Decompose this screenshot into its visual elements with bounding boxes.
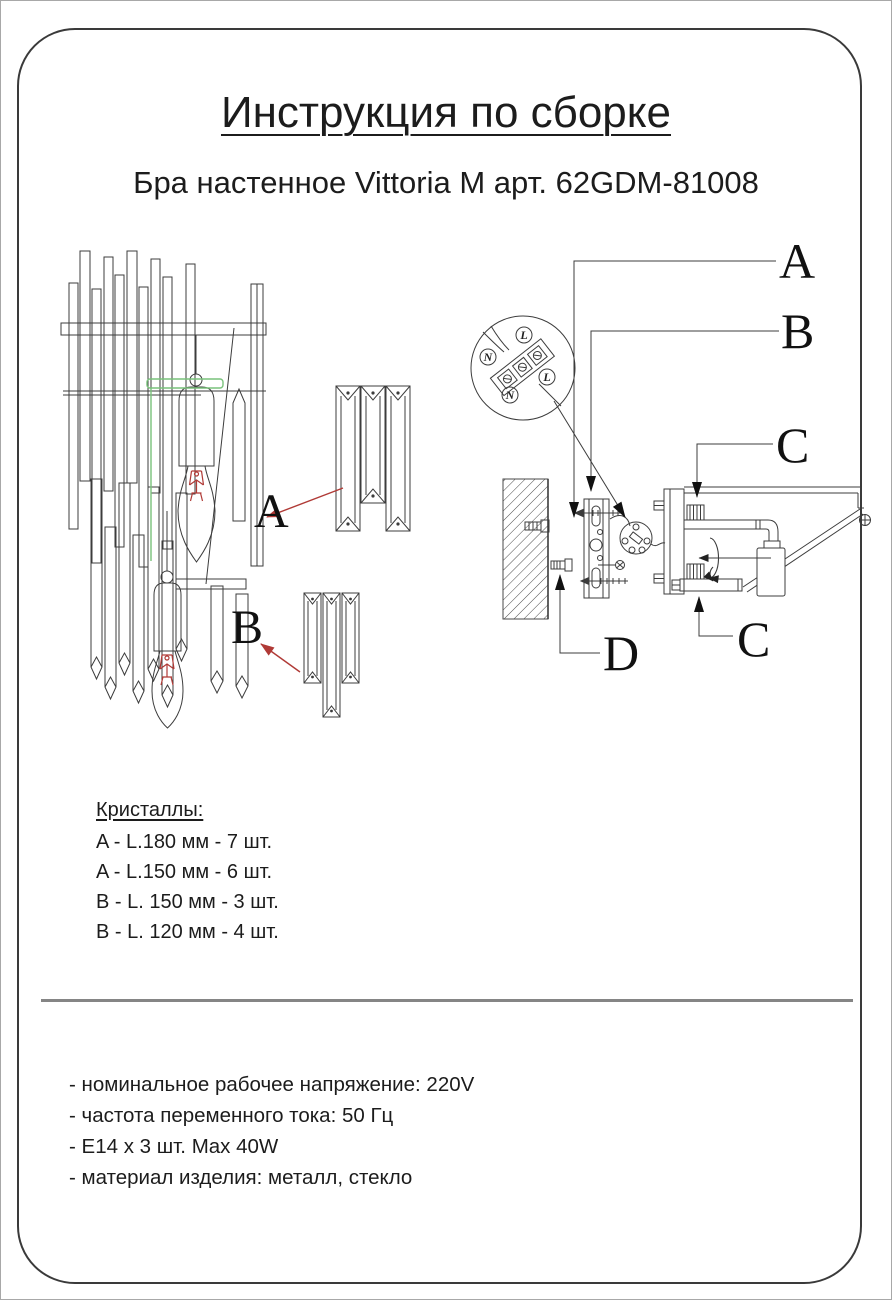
label-b-assembly: B — [781, 303, 815, 359]
spec-item: - номинальное рабочее напряжение: 220V — [69, 1073, 475, 1096]
label-c-bottom: C — [737, 611, 771, 667]
lamp-socket-1 — [178, 374, 215, 562]
crystal-item: B - L. 150 мм - 3 шт. — [96, 891, 279, 913]
crystal-group-b — [304, 593, 359, 717]
sconce-front-drawing — [51, 231, 421, 731]
crystal-item: B - L. 120 мм - 4 шт. — [96, 921, 279, 943]
wall-hatch — [503, 479, 548, 619]
lamp-socket-2 — [152, 571, 183, 728]
terminal-n1-label: N — [483, 350, 493, 364]
crystals-list — [96, 795, 279, 947]
crystals-heading: Кристаллы: — [96, 799, 204, 821]
product-name: Бра настенное Vittoria M арт. 62GDM-81008 — [133, 164, 759, 200]
label-c-top: C — [776, 417, 810, 473]
specs-list — [69, 1069, 474, 1193]
connector-disc — [610, 515, 665, 554]
assembly-diagram — [461, 236, 871, 696]
label-a-assembly: A — [779, 236, 816, 289]
crystal-item: A - L.180 мм - 7 шт. — [96, 831, 273, 853]
terminal-l2-label: L — [543, 370, 551, 384]
spec-item: - материал изделия: металл, стекло — [69, 1166, 413, 1189]
sconce-body-side — [654, 487, 871, 596]
anchor-screw-d — [551, 559, 572, 571]
section-divider — [41, 999, 853, 1002]
label-d: D — [603, 625, 640, 681]
crystal-group-a — [336, 386, 410, 531]
crystal-item: A - L.150 мм - 6 шт. — [96, 861, 273, 883]
spec-item: - частота переменного тока: 50 Гц — [69, 1104, 394, 1127]
mounting-plate — [575, 499, 628, 598]
spec-item: - E14 x 3 шт. Max 40W — [69, 1135, 279, 1158]
label-b-front: B — [231, 601, 264, 654]
terminal-l1-label: L — [520, 328, 528, 342]
terminal-n2-label: N — [505, 388, 515, 402]
arrow-to-b — [261, 644, 300, 672]
page-title: Инструкция по сборке — [220, 88, 671, 138]
label-a-front: A — [254, 485, 289, 538]
bulb-filament-1 — [190, 471, 204, 501]
